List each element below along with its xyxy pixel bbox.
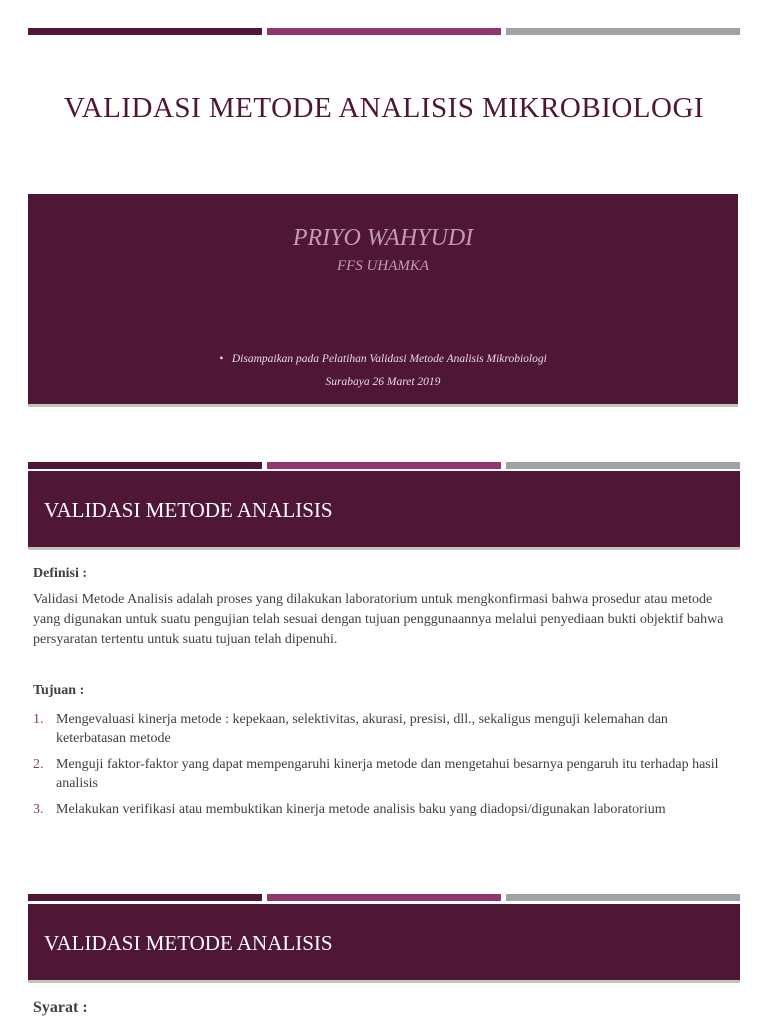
list-item bbox=[33, 800, 738, 819]
list-item bbox=[33, 755, 738, 793]
event-date: Surabaya 26 Maret 2019 bbox=[325, 376, 441, 388]
accent-bar-mid bbox=[267, 28, 501, 35]
section-title: VALIDASI METODE ANALISIS bbox=[44, 931, 333, 955]
accent-bar-gray bbox=[506, 28, 740, 35]
accent-bar-dark bbox=[28, 894, 262, 901]
presenter-name: PRIYO WAHYUDI bbox=[292, 225, 474, 251]
definition-text: Validasi Metode Analisis adalah proses yang dilakukan laboratorium untuk mengkonfirmasi bahwa prosedur atau metode yang digunakan untuk suatu pengujian telah sesuai dengan tujuan penggunaannya melalui penyediaan bukti objektif bahwa persyaratan tertentu untuk suatu tujuan telah dipenuhi. bbox=[33, 592, 724, 647]
accent-bar-dark bbox=[28, 462, 262, 469]
list-item bbox=[33, 710, 738, 748]
list-item-text: Melakukan verifikasi atau membuktikan kinerja metode analisis baku yang diadopsi/digunakan laboratorium bbox=[56, 802, 666, 817]
list-number: 1. bbox=[33, 712, 44, 727]
slide-title: VALIDASI METODE ANALISIS MIKROBIOLOGI bbox=[63, 92, 705, 124]
accent-bars-top bbox=[28, 28, 740, 35]
list-number: 2. bbox=[33, 757, 44, 772]
accent-bar-gray bbox=[506, 894, 740, 901]
accent-bar-dark bbox=[28, 28, 262, 35]
section-header bbox=[28, 904, 740, 983]
accent-bar-gray bbox=[506, 462, 740, 469]
accent-bar-mid bbox=[267, 462, 501, 469]
list-number: 3. bbox=[33, 802, 44, 817]
section-header bbox=[28, 471, 740, 550]
list-item-text: Mengevaluasi kinerja metode : kepekaan, selektivitas, akurasi, presisi, dll., sekaligus menguji kelemahan dan keterbatasan metode bbox=[56, 712, 668, 746]
event-text: Disampaikan pada Pelatihan Validasi Metode Analisis Mikrobiologi bbox=[231, 353, 547, 365]
bullet-icon: • bbox=[219, 353, 224, 365]
event-line bbox=[28, 353, 738, 365]
accent-bars-slide2 bbox=[28, 462, 740, 469]
requirements-label: Syarat : bbox=[33, 999, 88, 1016]
definition-label: Definisi : bbox=[33, 566, 88, 581]
accent-bar-mid bbox=[267, 894, 501, 901]
list-item-text: Menguji faktor-faktor yang dapat mempengaruhi kinerja metode dan mengetahui besarnya pengaruh itu terhadap hasil analisis bbox=[56, 757, 719, 791]
goals-list bbox=[33, 710, 738, 826]
goals-label: Tujuan : bbox=[33, 683, 85, 698]
section-title: VALIDASI METODE ANALISIS bbox=[44, 498, 333, 522]
accent-bars-slide3 bbox=[28, 894, 740, 901]
presenter-org: FFS UHAMKA bbox=[336, 258, 430, 274]
title-block bbox=[28, 194, 738, 407]
